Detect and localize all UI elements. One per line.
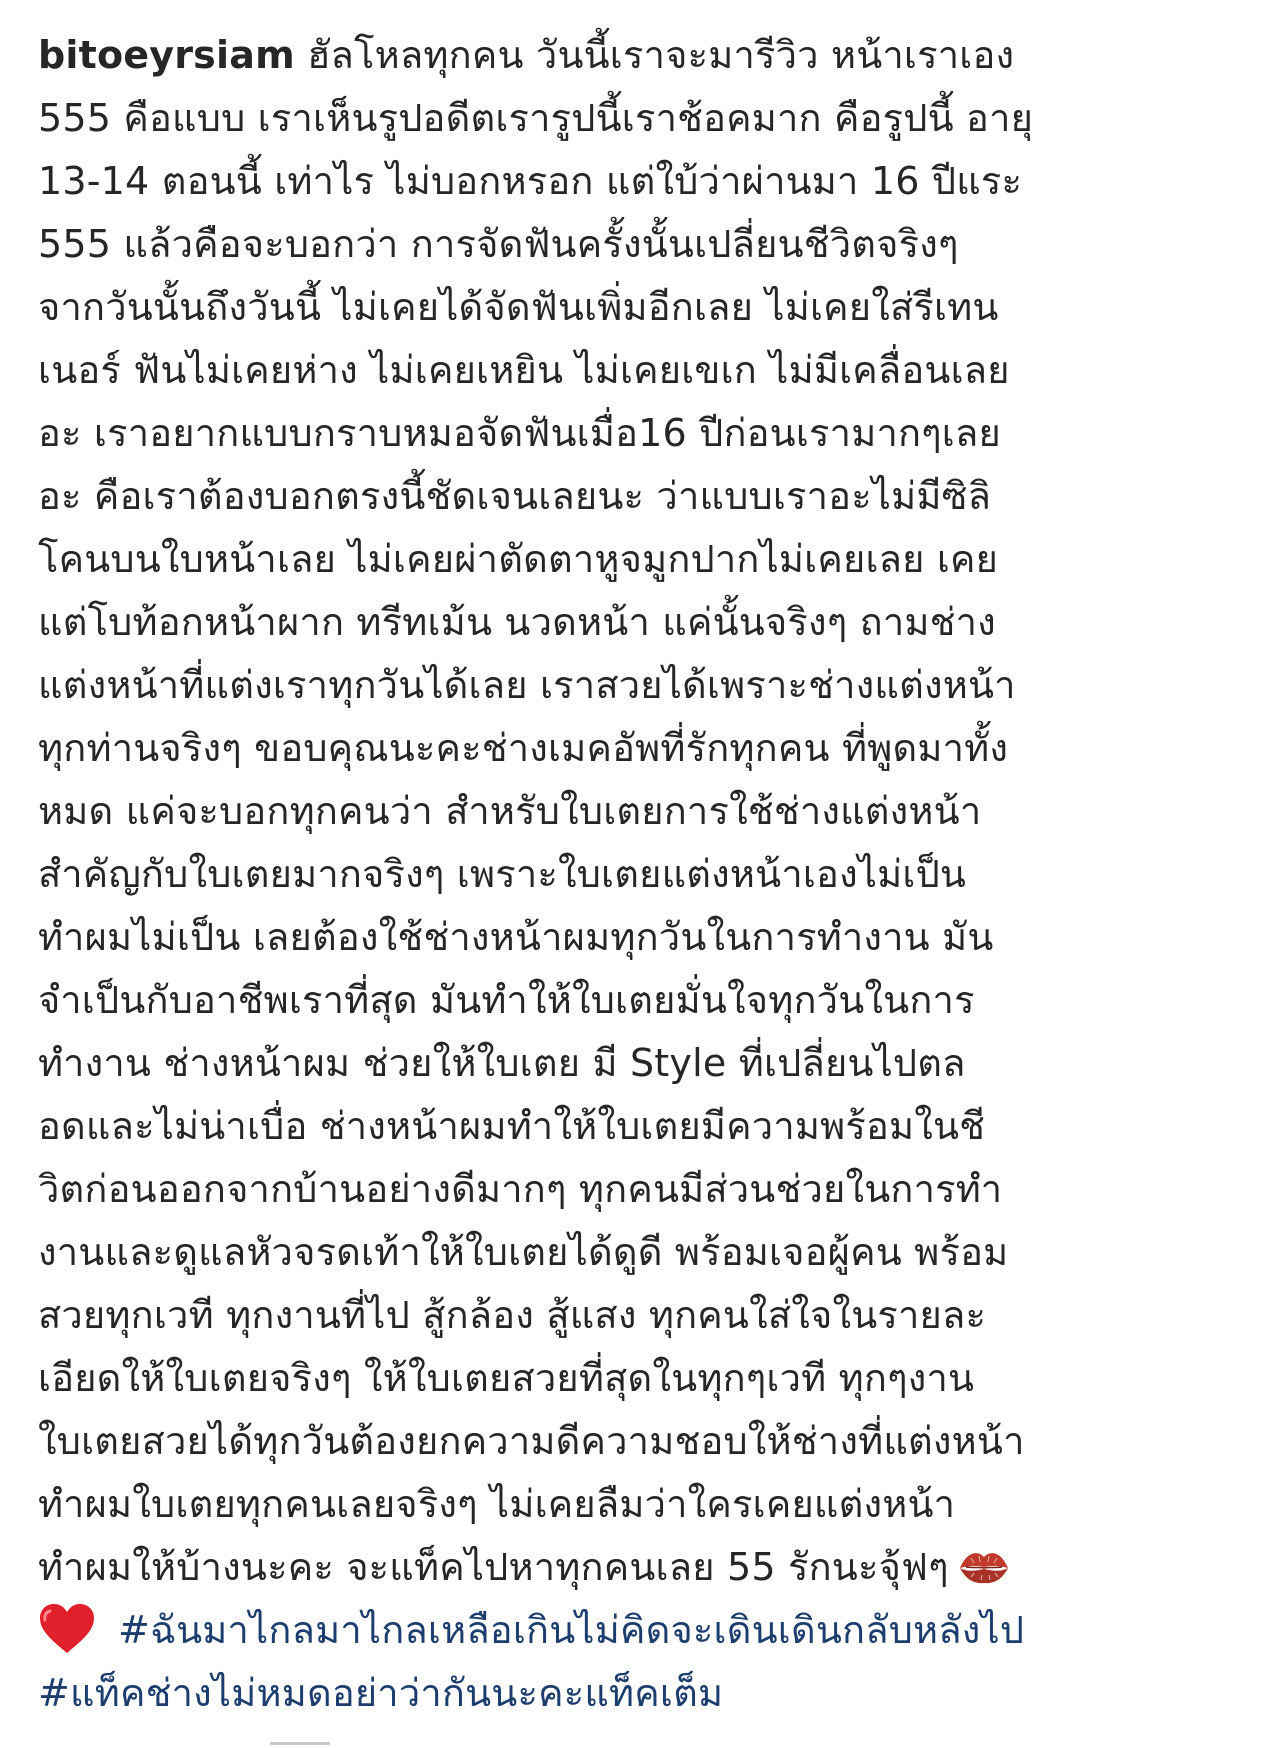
- caption-line: จากวันนั้นถึงวันนี้ ไม่เคยได้จัดฟันเพิ่มอีกเลย ไม่เคยใส่รีเทน: [38, 285, 999, 329]
- caption-line: อะ เราอยากแบบกราบหมอจัดฟันเมื่อ16 ปีก่อนเรามากๆเลย: [38, 411, 1001, 455]
- hashtag-line: [38, 1599, 1258, 1662]
- caption-line: หมด แค่จะบอกทุกคนว่า สำหรับใบเตยการใช้ช่างแต่งหน้า: [38, 789, 982, 833]
- caption-line: เนอร์ ฟันไม่เคยห่าง ไม่เคยเหยิน ไม่เคยเขเก ไม่มีเคลื่อนเลย: [38, 348, 1010, 392]
- caption-line: งานและดูแลหัวจรดเท้าให้ใบเตยได้ดูดี พร้อมเจอผู้คน พร้อม: [38, 1230, 1009, 1274]
- caption-line: [38, 1536, 1258, 1599]
- caption-line: ทุกท่านจริงๆ ขอบคุณนะคะช่างเมคอัพที่รักทุกคน ที่พูดมาทั้ง: [38, 726, 1009, 770]
- kiss-mark-icon: [957, 1542, 1011, 1582]
- caption-line: ทำงาน ช่างหน้าผม ช่วยให้ใบเตย มี Style ที่เปลี่ยนไปตล: [38, 1041, 966, 1085]
- caption-line: แต่โบท้อกหน้าผาก ทรีทเม้น นวดหน้า แค่นั้นจริงๆ ถามช่าง: [38, 600, 996, 644]
- caption-line: 555 แล้วคือจะบอกว่า การจัดฟันครั้งนั้นเปลี่ยนชีวิตจริงๆ: [38, 222, 959, 266]
- caption-line: จำเป็นกับอาชีพเราที่สุด มันทำให้ใบเตยมั่นใจทุกวันในการ: [38, 978, 975, 1022]
- username-link[interactable]: bitoeyrsiam: [38, 33, 295, 77]
- post-caption: [38, 24, 1258, 1725]
- caption-text: ทำผมให้บ้างนะคะ จะแท็คไปหาทุกคนเลย 55 รักนะจุ้ฟๆ: [38, 1545, 949, 1589]
- caption-line: ใบเตยสวยได้ทุกวันต้องยกความดีความชอบให้ช่างที่แต่งหน้า: [38, 1419, 1025, 1463]
- divider: [270, 1742, 330, 1745]
- red-heart-icon: [38, 1603, 96, 1655]
- caption-line: 13-14 ตอนนี้ เท่าไร ไม่บอกหรอก แต่ใบ้ว่าผ่านมา 16 ปีแระ: [38, 159, 1023, 203]
- hashtag-link[interactable]: #แท็คช่างไม่หมดอย่าว่ากันนะคะแท็คเต็ม: [38, 1671, 724, 1715]
- hashtag-line: [38, 1662, 1258, 1725]
- caption-line: เอียดให้ใบเตยจริงๆ ให้ใบเตยสวยที่สุดในทุกๆเวที ทุกๆงาน: [38, 1356, 975, 1400]
- caption-line: แต่งหน้าที่แต่งเราทุกวันได้เลย เราสวยได้เพราะช่างแต่งหน้า: [38, 663, 1016, 707]
- caption-line: 555 คือแบบ เราเห็นรูปอดีตเรารูปนี้เราช้อคมาก คือรูปนี้ อายุ: [38, 96, 1034, 140]
- caption-line: วิตก่อนออกจากบ้านอย่างดีมากๆ ทุกคนมีส่วนช่วยในการทำ: [38, 1167, 1003, 1211]
- caption-line: สำคัญกับใบเตยมากจริงๆ เพราะใบเตยแต่งหน้าเองไม่เป็น: [38, 852, 967, 896]
- caption-line: อะ คือเราต้องบอกตรงนี้ชัดเจนเลยนะ ว่าแบบเราอะไม่มีซิลิ: [38, 474, 992, 518]
- caption-line: ทำผมใบเตยทุกคนเลยจริงๆ ไม่เคยลืมว่าใครเคยแต่งหน้า: [38, 1482, 956, 1526]
- caption-text: ฮัลโหลทุกคน วันนี้เราจะมารีวิว หน้าเราเอง: [294, 33, 1015, 77]
- caption-line: โคนบนใบหน้าเลย ไม่เคยผ่าตัดตาหูจมูกปากไม่เคยเลย เคย: [38, 537, 999, 581]
- hashtag-link[interactable]: #ฉันมาไกลมาไกลเหลือเกินไม่คิดจะเดินเดินกลับหลังไป: [118, 1608, 1025, 1652]
- caption-line: [38, 24, 1258, 87]
- truncated-comment-edge: [270, 1732, 360, 1748]
- caption-line: ทำผมไม่เป็น เลยต้องใช้ช่างหน้าผมทุกวันในการทำงาน มัน: [38, 915, 994, 959]
- caption-line: อดและไม่น่าเบื่อ ช่างหน้าผมทำให้ใบเตยมีความพร้อมในชี: [38, 1104, 986, 1148]
- caption-line: สวยทุกเวที ทุกงานที่ไป สู้กล้อง สู้แสง ทุกคนใส่ใจในรายละ: [38, 1293, 987, 1337]
